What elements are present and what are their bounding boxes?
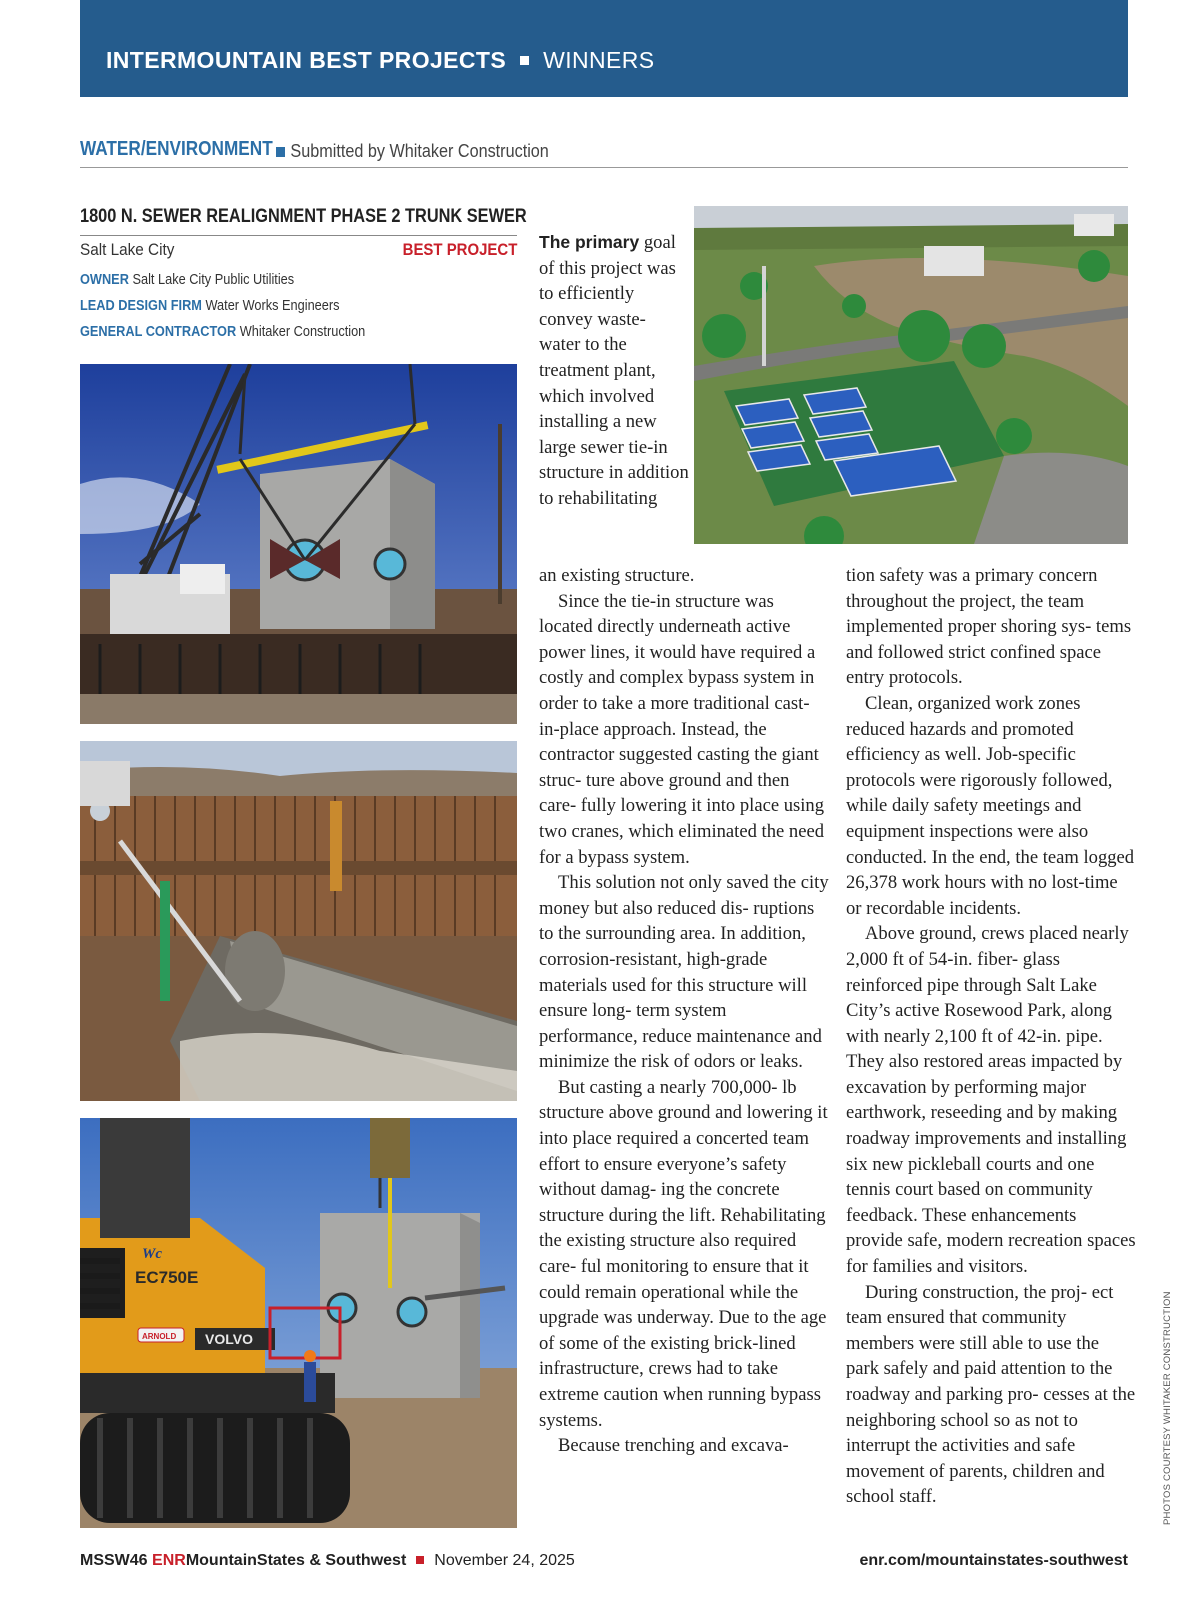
- contractor-credit: GENERAL CONTRACTOR Whitaker Construction: [80, 324, 366, 340]
- article-paragraph-5: Because trenching and excava-: [558, 1435, 789, 1457]
- article-paragraph-1-end: an existing structure.: [539, 565, 695, 586]
- square-bullet-icon: [276, 147, 285, 157]
- website-url: enr.com/mountainstates-southwest: [859, 1552, 1128, 1569]
- category-name: WATER/ENVIRONMENT: [80, 138, 273, 160]
- article-column-1-top: [539, 230, 689, 512]
- page-footer: [80, 1552, 1128, 1576]
- banner-heading: [106, 47, 655, 74]
- submitted-by: [276, 141, 549, 162]
- banner-section: WINNERS: [543, 47, 655, 73]
- project-title: 1800 N. SEWER REALIGNMENT PHASE 2 TRUNK SEWER: [80, 206, 517, 236]
- article-paragraph-6: Clean, organized work zones reduced hazards and promoted efficiency as well. Job-specific protocols were rigorously followed, while daily safety meetings and equipment inspections were also conducted. In the end, the team logged 26,378 work hours with no lost-time or recordable incidents.: [846, 692, 1135, 919]
- project-credits: [80, 272, 404, 350]
- header-banner: [80, 0, 1128, 97]
- issue-date: November 24, 2025: [434, 1552, 575, 1569]
- banner-separator: [520, 56, 529, 65]
- banner-title: INTERMOUNTAIN BEST PROJECTS: [106, 47, 507, 73]
- article-paragraph-2: Since the tie-in structure was located directly underneath active power lines, it would have required a costly and complex bypass system in order to take a more traditional cast-in-place approach. Instead, the contractor suggested casting the giant struc- ture above ground and then care- fully lowering it into place using two cranes, which eliminated the need for a bypass system.: [539, 590, 825, 868]
- article-column-2: [846, 563, 1136, 1510]
- article-paragraph-5-cont: tion safety was a primary concern throughout the project, the team implemented proper shoring sys- tems and followed strict confined space entry protocols.: [846, 565, 1132, 689]
- photo-excavator-structure: [80, 1118, 517, 1528]
- award-badge: BEST PROJECT: [402, 240, 517, 259]
- article-column-1: [539, 563, 829, 1459]
- publication-name: MountainStates & Southwest: [185, 1552, 407, 1569]
- article-paragraph-3: This solution not only saved the city money but also reduced dis- ruptions to the surrounding area. In addition, corrosion-resistant, high-grade materials used for this structure will ensure long- term system performance, reduce maintenance and minimize the risk of odors or leaks.: [539, 872, 829, 1073]
- project-city: Salt Lake City: [80, 240, 175, 259]
- photo-credit: PHOTOS COURTESY WHITAKER CONSTRUCTION: [1162, 1291, 1173, 1525]
- excavator-model-label: EC750E: [135, 1268, 199, 1287]
- footer-separator: [416, 1556, 424, 1564]
- owner-credit: OWNER Salt Lake City Public Utilities: [80, 272, 295, 288]
- excavator-logo-text: Wc: [142, 1246, 162, 1262]
- submitted-text: Submitted by Whitaker Construction: [290, 141, 549, 161]
- category-line: [80, 138, 1128, 168]
- excavator-decal-label: ARNOLD: [142, 1332, 177, 1341]
- article-paragraph-7: Above ground, crews placed nearly 2,000 ft of 54-in. fiber- glass reinforced pipe through Salt Lake City’s active Rosewood Park, along with nearly 2,100 ft of 42-in. pipe. They also restored areas impacted by excavation by performing major earthwork, reseeding and by making roadway improvements and installing six new pickleball courts and one tennis court based on community feedback. These enhancements provide safe, modern recreation spaces for families and visitors.: [846, 923, 1136, 1278]
- page-number: MSSW46: [80, 1552, 148, 1569]
- photo-excavation-pipe: [80, 741, 517, 1101]
- article-lead: The primary: [539, 232, 640, 252]
- photo-crane-lift: [80, 364, 517, 724]
- article-paragraph-8: During construction, the proj- ect team ensured that community members were still able to use the park safely and paid attention to the roadway and parking pro- cesses at the neighboring school so as not to interrupt the activities and safe movement of parents, children and school staff.: [846, 1281, 1136, 1508]
- article-paragraph-1: goal of this project was to efficiently convey waste- water to the treatment plant, which involved installing a new large sewer tie-in structure in addition to rehabilitating: [539, 232, 689, 509]
- design-credit: LEAD DESIGN FIRM Water Works Engineers: [80, 298, 340, 314]
- photo-aerial-park: [694, 206, 1128, 544]
- excavator-brand-label: VOLVO: [205, 1331, 253, 1347]
- publication-logo: ENR: [152, 1552, 186, 1569]
- article-paragraph-4: But casting a nearly 700,000- lb structure above ground and lowering it into place required a concerted team effort to ensure everyone’s safety without damag- ing the concrete structure during the lift. Rehabilitating the existing structure also required care- ful monitoring to ensure that it could remain operational while the upgrade was underway. Due to the age of some of the existing brick-lined infrastructure, crews had to take extreme caution when running bypass systems.: [539, 1076, 828, 1431]
